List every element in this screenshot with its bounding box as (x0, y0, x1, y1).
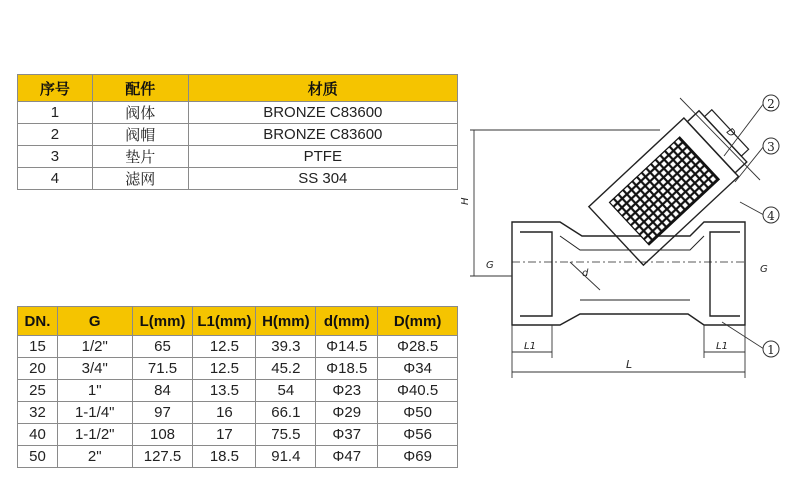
cell-l1: 18.5 (193, 446, 256, 468)
callout-2 (763, 95, 779, 111)
cell-h: 91.4 (256, 446, 316, 468)
cell-dn: 50 (18, 446, 58, 468)
header-d-large: D(mm) (378, 307, 458, 336)
part-index: 1 (18, 102, 93, 124)
cell-l1: 12.5 (193, 358, 256, 380)
svg-text:3: 3 (767, 140, 775, 154)
cell-h: 45.2 (256, 358, 316, 380)
label-l1-left: L1 (524, 341, 536, 352)
header-index: 序号 (18, 75, 93, 102)
svg-text:2: 2 (767, 97, 775, 111)
header-part: 配件 (92, 75, 188, 102)
cell-l1: 16 (193, 402, 256, 424)
table-row (18, 102, 458, 124)
part-material: BRONZE C83600 (188, 124, 457, 146)
cell-g: 1" (57, 380, 132, 402)
svg-text:4: 4 (767, 209, 775, 223)
screen-mesh (610, 137, 720, 245)
cell-d-large: Φ69 (378, 446, 458, 468)
table-row (18, 402, 458, 424)
cell-dn: 20 (18, 358, 58, 380)
label-l: L (626, 358, 633, 371)
part-material: SS 304 (188, 168, 457, 190)
part-material: BRONZE C83600 (188, 102, 457, 124)
header-material: 材质 (188, 75, 457, 102)
cell-d-large: Φ28.5 (378, 336, 458, 358)
cell-l: 71.5 (132, 358, 193, 380)
cell-dn: 15 (18, 336, 58, 358)
parts-header-row (18, 75, 458, 102)
cell-h: 66.1 (256, 402, 316, 424)
cell-d-small: Φ37 (316, 424, 378, 446)
cell-d-large: Φ40.5 (378, 380, 458, 402)
cell-dn: 40 (18, 424, 58, 446)
cell-h: 75.5 (256, 424, 316, 446)
cell-g: 3/4" (57, 358, 132, 380)
header-dn: DN. (18, 307, 58, 336)
cell-d-large: Φ56 (378, 424, 458, 446)
cell-d-small: Φ18.5 (316, 358, 378, 380)
dimension-header-row (18, 307, 458, 336)
part-index: 3 (18, 146, 93, 168)
part-name: 阀体 (92, 102, 188, 124)
part-name: 垫片 (92, 146, 188, 168)
dimension-lines (470, 98, 760, 378)
table-row (18, 124, 458, 146)
table-row (18, 446, 458, 468)
cell-d-large: Φ50 (378, 402, 458, 424)
header-h: H(mm) (256, 307, 316, 336)
table-row (18, 336, 458, 358)
cell-l: 127.5 (132, 446, 193, 468)
cell-dn: 25 (18, 380, 58, 402)
part-index: 2 (18, 124, 93, 146)
part-index: 4 (18, 168, 93, 190)
table-row (18, 380, 458, 402)
table-row (18, 358, 458, 380)
cell-l: 84 (132, 380, 193, 402)
cell-d-large: Φ34 (378, 358, 458, 380)
callout-1 (763, 341, 779, 357)
label-g-left: G (486, 260, 494, 271)
cell-l1: 17 (193, 424, 256, 446)
valve-body (512, 222, 745, 325)
cell-l: 97 (132, 402, 193, 424)
header-g: G (57, 307, 132, 336)
cell-l1: 12.5 (193, 336, 256, 358)
label-h: H (460, 197, 471, 205)
cell-g: 1-1/4" (57, 402, 132, 424)
cell-d-small: Φ47 (316, 446, 378, 468)
cell-d-small: Φ14.5 (316, 336, 378, 358)
callout-3 (763, 138, 779, 154)
cell-l: 108 (132, 424, 193, 446)
cell-d-small: Φ29 (316, 402, 378, 424)
label-d-large: D (723, 126, 738, 140)
table-row (18, 146, 458, 168)
cell-g: 2" (57, 446, 132, 468)
part-name: 滤网 (92, 168, 188, 190)
label-d-small: d (582, 268, 589, 279)
callout-leaders (722, 103, 764, 349)
header-l: L(mm) (132, 307, 193, 336)
cell-l: 65 (132, 336, 193, 358)
dimension-table (17, 306, 458, 468)
cell-g: 1/2" (57, 336, 132, 358)
table-row (18, 424, 458, 446)
cell-h: 54 (256, 380, 316, 402)
header-d-small: d(mm) (316, 307, 378, 336)
cell-h: 39.3 (256, 336, 316, 358)
cell-l1: 13.5 (193, 380, 256, 402)
part-material: PTFE (188, 146, 457, 168)
header-l1: L1(mm) (193, 307, 256, 336)
part-name: 阀帽 (92, 124, 188, 146)
callout-4 (763, 207, 779, 223)
cell-g: 1-1/2" (57, 424, 132, 446)
cell-dn: 32 (18, 402, 58, 424)
svg-text:1: 1 (767, 343, 775, 357)
label-l1-right: L1 (716, 341, 728, 352)
label-g-right: G (760, 264, 768, 275)
table-row (18, 168, 458, 190)
cell-d-small: Φ23 (316, 380, 378, 402)
screen-chamber (589, 100, 758, 265)
y-strainer-drawing (462, 82, 788, 382)
parts-table (17, 74, 458, 190)
